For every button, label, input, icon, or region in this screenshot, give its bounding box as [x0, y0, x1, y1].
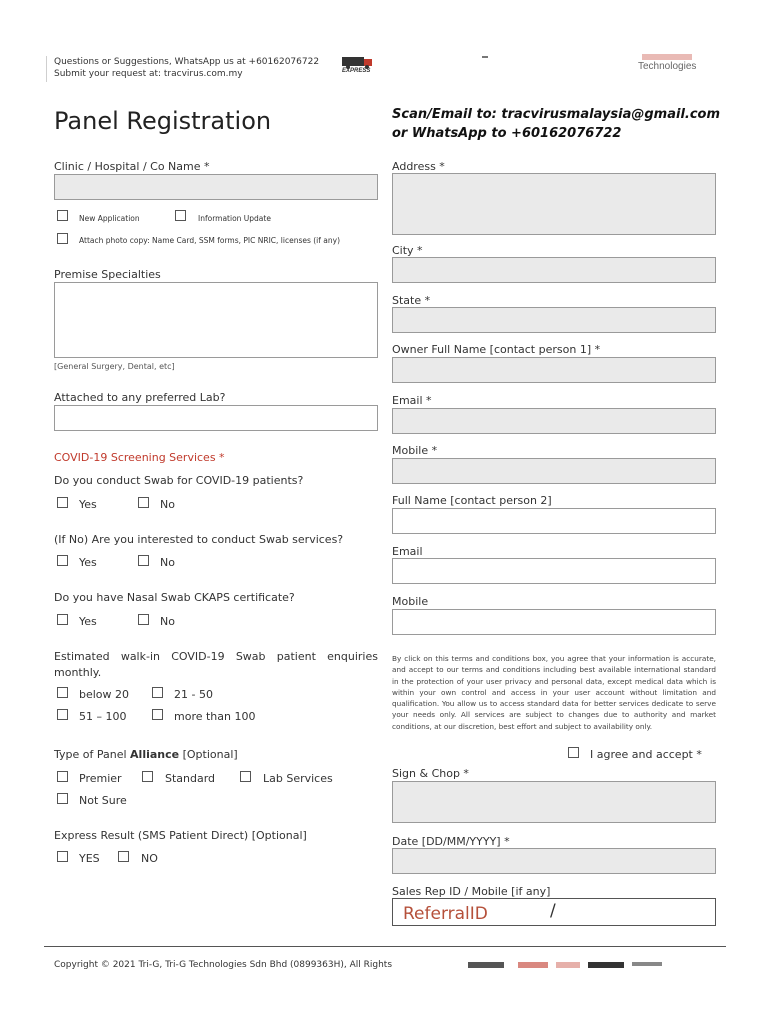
q1-no-label: No	[160, 498, 175, 511]
range-below-20-label: below 20	[79, 688, 130, 701]
premise-specialties-hint: [General Surgery, Dental, etc]	[54, 362, 175, 371]
header-divider	[46, 56, 47, 82]
q2-yes-label: Yes	[79, 556, 97, 569]
sales-rep-field[interactable]	[392, 898, 716, 926]
owner-name-field[interactable]	[392, 357, 716, 383]
express-yes-checkbox[interactable]	[57, 851, 68, 862]
q2-yes-checkbox[interactable]	[57, 555, 68, 566]
owner-name-label: Owner Full Name [contact person 1] *	[392, 343, 601, 356]
agree-checkbox[interactable]	[568, 747, 579, 758]
estimate-label-line1: Estimated walk-in COVID-19 Swab patient enquiries	[54, 650, 378, 663]
lab-services-checkbox[interactable]	[240, 771, 251, 782]
q2-no-checkbox[interactable]	[138, 555, 149, 566]
q3-yes-checkbox[interactable]	[57, 614, 68, 625]
express-logo-text: EXPRESS	[342, 68, 371, 74]
range-more-100-label: more than 100	[174, 710, 256, 723]
email2-label: Email	[392, 545, 423, 558]
mobile1-label: Mobile *	[392, 444, 438, 457]
state-field[interactable]	[392, 307, 716, 333]
terms-text: By click on this terms and conditions box, you agree that your information is accurate, and accept to our terms and conditions including best available international standard in the protection of your user privacy and personal data, except medical data which is within your own control and access in your user account without limitation and qualification. You allow us to access standard data for better services dedicate to serve your needs only. All services are subject to changes due to authority and market conditions, at our discretion, best effort and subject to availability only.	[392, 654, 716, 731]
city-field[interactable]	[392, 257, 716, 283]
range-21-50-checkbox[interactable]	[152, 687, 163, 698]
email1-field[interactable]	[392, 408, 716, 434]
q1-yes-label: Yes	[79, 498, 97, 511]
email2-field[interactable]	[392, 558, 716, 584]
scan-whatsapp-line: or WhatsApp to +60162076722	[392, 126, 622, 141]
city-label: City *	[392, 244, 423, 257]
alliance-bold: Alliance	[130, 748, 180, 761]
clinic-name-field[interactable]	[54, 174, 378, 200]
estimate-label-line2: monthly.	[54, 666, 102, 679]
range-21-50-label: 21 - 50	[174, 688, 213, 701]
q3-no-label: No	[160, 615, 175, 628]
attach-copy-checkbox[interactable]	[57, 233, 68, 244]
page-title: Panel Registration	[54, 107, 272, 135]
mobile2-label: Mobile	[392, 595, 429, 608]
range-below-20-checkbox[interactable]	[57, 687, 68, 698]
contact-line-1: Questions or Suggestions, WhatsApp us at +60162076722	[54, 57, 320, 67]
attach-copy-label: Attach photo copy: Name Card, SSM forms, PIC NRIC, licenses (if any)	[79, 236, 341, 245]
preferred-lab-field[interactable]	[54, 405, 378, 431]
company-logo-text: Technologies	[638, 61, 697, 72]
premise-specialties-field[interactable]	[54, 282, 378, 358]
footer-rule	[44, 946, 726, 947]
express-result-label: Express Result (SMS Patient Direct) [Optional]	[54, 829, 307, 842]
range-51-100-checkbox[interactable]	[57, 709, 68, 720]
address-label: Address *	[392, 160, 445, 173]
q1-no-checkbox[interactable]	[138, 497, 149, 508]
q3-no-checkbox[interactable]	[138, 614, 149, 625]
new-application-checkbox[interactable]	[57, 210, 68, 221]
agree-label: I agree and accept *	[590, 748, 702, 761]
sign-chop-label: Sign & Chop *	[392, 767, 469, 780]
premier-label: Premier	[79, 772, 122, 785]
alliance-suffix: [Optional]	[179, 748, 238, 761]
sales-rep-label: Sales Rep ID / Mobile [if any]	[392, 885, 551, 898]
date-label: Date [DD/MM/YYYY] *	[392, 835, 510, 848]
standard-label: Standard	[165, 772, 216, 785]
information-update-checkbox[interactable]	[175, 210, 186, 221]
not-sure-checkbox[interactable]	[57, 793, 68, 804]
panel-alliance-label	[54, 748, 238, 761]
header-dot	[482, 56, 488, 58]
not-sure-label: Not Sure	[79, 794, 127, 807]
express-logo	[338, 55, 378, 77]
q2-no-label: No	[160, 556, 175, 569]
q-ckaps-certificate-label: Do you have Nasal Swab CKAPS certificate?	[54, 591, 295, 604]
alliance-prefix: Type of Panel	[54, 748, 131, 761]
range-51-100-label: 51 – 100	[79, 710, 127, 723]
mobile2-field[interactable]	[392, 609, 716, 635]
lab-services-label: Lab Services	[263, 772, 333, 785]
express-yes-label: YES	[79, 852, 100, 865]
referral-slash: /	[550, 901, 556, 921]
fullname2-label: Full Name [contact person 2]	[392, 494, 552, 507]
q-interested-swab-label: (If No) Are you interested to conduct Swab services?	[54, 533, 344, 546]
fullname2-field[interactable]	[392, 508, 716, 534]
express-no-label: NO	[141, 852, 158, 865]
q1-yes-checkbox[interactable]	[57, 497, 68, 508]
email1-label: Email *	[392, 394, 432, 407]
address-field[interactable]	[392, 173, 716, 235]
standard-checkbox[interactable]	[142, 771, 153, 782]
scan-email-line: Scan/Email to: tracvirusmalaysia@gmail.com	[392, 107, 721, 122]
company-logo	[636, 50, 698, 74]
mobile1-field[interactable]	[392, 458, 716, 484]
q-conduct-swab-label: Do you conduct Swab for COVID-19 patients?	[54, 474, 304, 487]
premier-checkbox[interactable]	[57, 771, 68, 782]
clinic-name-label: Clinic / Hospital / Co Name *	[54, 160, 210, 173]
state-label: State *	[392, 294, 431, 307]
q3-yes-label: Yes	[79, 615, 97, 628]
footer-copyright: Copyright © 2021 Tri-G, Tri-G Technologies Sdn Bhd (0899363H), All Rights	[54, 960, 393, 970]
preferred-lab-label: Attached to any preferred Lab?	[54, 391, 226, 404]
contact-line-2: Submit your request at: tracvirus.com.my	[54, 69, 243, 79]
range-more-100-checkbox[interactable]	[152, 709, 163, 720]
referral-id-text: ReferralID	[403, 904, 488, 924]
premise-specialties-label: Premise Specialties	[54, 268, 161, 281]
information-update-label: Information Update	[198, 214, 271, 223]
date-field[interactable]	[392, 848, 716, 874]
new-application-label: New Application	[79, 214, 140, 223]
sign-chop-field[interactable]	[392, 781, 716, 823]
footer-partner-logos	[468, 962, 688, 970]
express-no-checkbox[interactable]	[118, 851, 129, 862]
covid-screening-heading: COVID-19 Screening Services *	[54, 451, 225, 464]
